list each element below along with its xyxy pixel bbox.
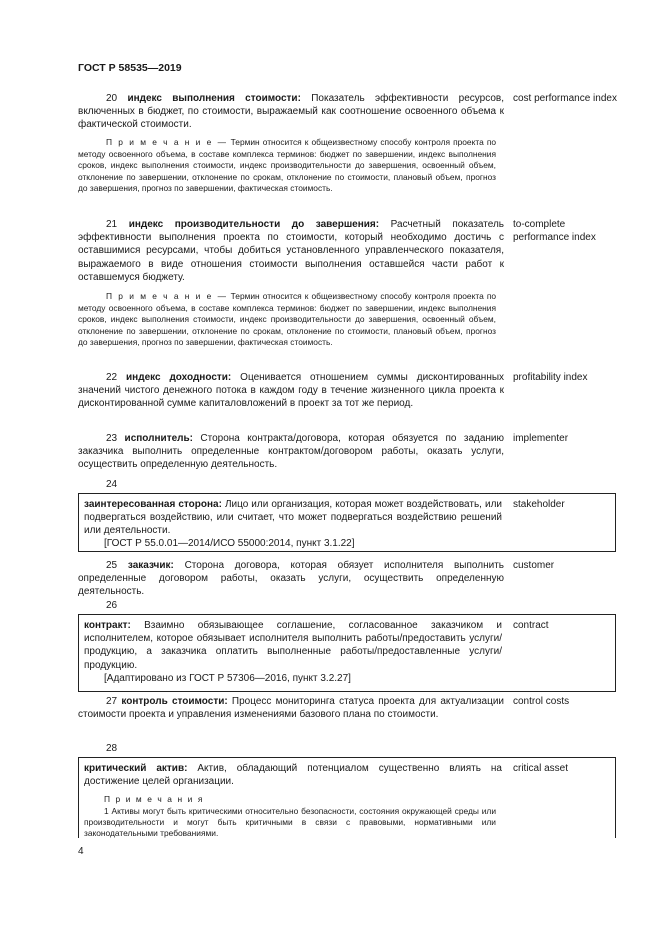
term-name: индекс доходности:	[126, 372, 232, 383]
term-note-28-1: 1 Активы могут быть критическими относительно безопасности, состояния окружающей среды или производительности и могут быть критичными в связи с правовыми, нормативными или законодательными требованиями.	[84, 806, 496, 838]
term-number-24: 24	[106, 479, 118, 490]
note-label: П р и м е ч а н и е —	[106, 291, 228, 301]
term-number: 21	[106, 219, 118, 230]
term-number: 22	[106, 372, 118, 383]
term-entry-21	[78, 218, 504, 284]
term-name: заинтересованная сторона:	[84, 499, 222, 510]
term-name: исполнитель:	[124, 433, 193, 444]
term-reference-24: [ГОСТ Р 55.0.01—2014/ИСО 55000:2014, пункт 3.1.22]	[104, 538, 355, 549]
term-number: 25	[106, 560, 118, 571]
term-english-27: control costs	[513, 696, 570, 707]
term-entry-22	[78, 371, 504, 411]
term-entry-20	[78, 92, 504, 132]
term-english-25: customer	[513, 560, 555, 571]
term-english-24: stakeholder	[513, 499, 565, 510]
term-name: контракт:	[84, 620, 131, 631]
term-reference-26: [Адаптировано из ГОСТ Р 57306—2016, пункт 3.2.27]	[104, 673, 351, 684]
term-definition: Сторона контракта/договора, которая обязуется по заданию заказчика выполнить определенные контрактом/договором работы, оказать услуги, осуществить определенную деятельность.	[78, 433, 505, 471]
term-entry-27	[78, 695, 504, 721]
term-english-21: to-complete performance index	[513, 219, 596, 244]
term-entry-28	[84, 762, 502, 788]
term-name: индекс производительности до завершения:	[128, 219, 380, 230]
term-definition: Показатель эффективности ресурсов, включенных в бюджет, по стоимости, выражаемый как соотношение освоенного объема к фактической стоимости.	[78, 93, 504, 131]
term-definition: Расчетный показатель эффективности выполнения проекта по стоимости, который необходимо достичь с оставшимися ресурсами, чтобы добиться установленного управленческого показателя, выражаемого в виде отношения стоимости выполнения оставшейся части работ к оставшемуся бюджету.	[78, 219, 505, 283]
term-name: индекс выполнения стоимости:	[127, 93, 301, 104]
term-entry-25	[78, 559, 504, 599]
term-number-26: 26	[106, 600, 118, 611]
term-definition: Взаимно обязывающее соглашение, согласованное заказчиком и исполнителем, которое обязывает исполнителя выполнить работы/предоставить услуги/продукцию, а заказчика оплатить выполненные работы/предоставленные услуги/продукцию.	[84, 620, 502, 671]
term-number: 27	[106, 696, 118, 707]
term-name: критический актив:	[84, 763, 188, 774]
term-definition: Процесс мониторинга статуса проекта для актуализации стоимости проекта и управления изменениями базового плана по стоимости.	[78, 696, 505, 721]
term-number: 23	[106, 433, 118, 444]
page-number: 4	[78, 846, 84, 857]
term-english-28: critical asset	[513, 763, 569, 774]
term-note-20	[78, 137, 496, 195]
term-english-26: contract	[513, 620, 549, 631]
term-entry-23	[78, 432, 504, 472]
term-number: 20	[106, 93, 118, 104]
term-english-23: implementer	[513, 433, 569, 444]
term-definition: Лицо или организация, которая может воздействовать, или подвергаться воздействию, или считает, что может подвергаться воздействию решений или деятельности.	[84, 499, 502, 537]
term-name: заказчик:	[127, 560, 174, 571]
term-definition: Актив, обладающий потенциалом существенно влиять на достижение целей организации.	[84, 763, 502, 788]
term-english-20: cost performance index	[513, 93, 617, 104]
term-entry-24	[84, 498, 502, 538]
term-english-22: profitability index	[513, 372, 588, 383]
note-text: Термин относится к общеизвестному способу контроля проекта по методу освоенного объема, в составе комплекса терминов: бюджет по завершении, индекс выполнения сроков, индекс выполнения стоимости, индекс производительности до завершения, освоенный объем, отклонение по завершении, отклонение по срокам, отклонение по стоимости, плановый объем, прогноз до завершения, прогноз по завершении, фактическая стоимость.	[78, 137, 497, 194]
term-name: контроль стоимости:	[121, 696, 228, 707]
note-label: П р и м е ч а н и е —	[106, 137, 228, 147]
note-text: Термин относится к общеизвестному способу контроля проекта по методу освоенного объема, в составе комплекса терминов: бюджет по завершении, индекс выполнения сроков, индекс выполнения стоимости, индекс производительности до завершения, освоенный объем, отклонение по завершении, отклонение по срокам, отклонение по стоимости, плановый объем, прогноз до завершения, прогноз по завершении, фактическая стоимость.	[78, 291, 497, 348]
term-definition: Оценивается отношением суммы дисконтированных значений чистого денежного потока в каждом году в течение жизненного цикла проекта к дисконтированной сумме капиталовложений в проект за тот же период.	[78, 372, 505, 410]
term-entry-26	[84, 619, 502, 672]
term-note-21	[78, 291, 496, 349]
notes-heading-28: П р и м е ч а н и я	[104, 794, 204, 804]
term-number-28: 28	[106, 743, 118, 754]
document-header: ГОСТ Р 58535—2019	[78, 62, 182, 74]
term-definition: Сторона договора, которая обязует исполнителя выполнить определенные договором работы, оказать услуги, осуществить определенную деятельность.	[78, 560, 504, 598]
